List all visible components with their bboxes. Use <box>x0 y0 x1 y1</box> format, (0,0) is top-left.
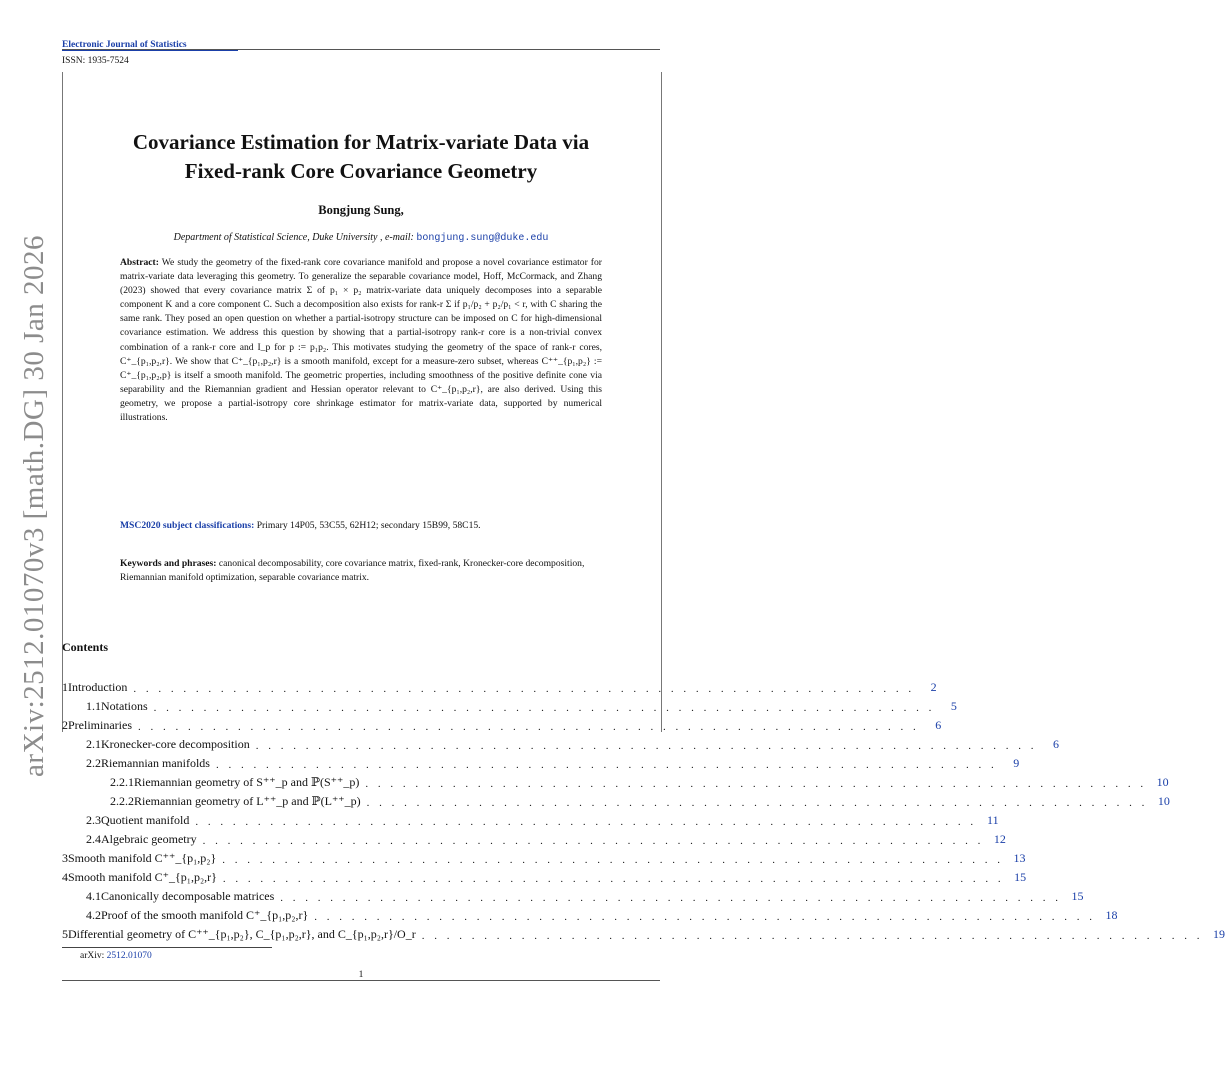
toc-page-link[interactable]: 9 <box>1013 756 1020 770</box>
toc-title: Kronecker-core decomposition <box>101 737 250 751</box>
toc-entry[interactable] <box>62 733 1059 752</box>
toc-entry[interactable] <box>62 790 1170 809</box>
arxiv-stamp: arXiv:2512.01070v3 [math.DG] 30 Jan 2026 <box>17 235 50 777</box>
toc-page-link[interactable]: 15 <box>1014 870 1027 884</box>
toc-leader: . . . . . . . . . . . . . . . . . . . . . . . . . . . . . . . . . . . . . . . . . . . . . . . . . . . . . . . . . . . . . . . <box>215 759 998 771</box>
toc-number: 2.3 <box>86 813 101 827</box>
email-link[interactable]: bongjung.sung@duke.edu <box>416 233 549 244</box>
header-rule <box>62 49 660 50</box>
toc-page-link[interactable]: 10 <box>1156 775 1169 789</box>
journal-underline <box>62 50 238 51</box>
toc-entry[interactable] <box>62 923 1225 942</box>
toc-title: Smooth manifold C⁺⁺_{p₁,p₂} <box>68 851 217 865</box>
toc-entry[interactable] <box>62 676 937 695</box>
toc-title: Smooth manifold C⁺_{p₁,p₂,r} <box>68 870 217 884</box>
abstract-text: We study the geometry of the fixed-rank core covariance manifold and propose a novel covariance estimator for matrix-variate data leveraging this geometry. To generalize the separable covariance model, Hoff, McCormack, and Zhang (2023) showed that every covariance matrix Σ of p₁ × p₂ matrix-variate data uniquely decomposes into a separable component K and a core component C. Such a decomposition also exists for rank-r Σ if p₁/p₂ + p₂/p₁ < r, with C sharing the same rank. They posed an open question on whether a partial-isotropy structure can be imposed on C for high-dimensional covariance estimation. We address this question by showing that a partial-isotropy rank-r core is a non-trivial convex combination of a rank-r core and I_p for p := p₁p₂. This motivates studying the geometry of the space of rank-r cores, C⁺_{p₁,p₂,r}. We show that C⁺_{p₁,p₂,r} is a smooth manifold, except for a measure-zero subset, whereas C⁺⁺_{p₁,p₂} := C⁺_{p₁,p₂,p} is itself a smooth manifold. The geometric properties, including smoothness of the positive definite cone via separability and the Riemannian gradient and Hessian operator relevant to C⁺_{p₁,p₂,r}, are also derived. Using this geometry, we propose a partial-isotropy core shrinkage estimator for matrix-variate data, supported by numerical illustrations. <box>120 257 602 424</box>
toc-leader: . . . . . . . . . . . . . . . . . . . . . . . . . . . . . . . . . . . . . . . . . . . . . . . . . . . . . . . . . . . . . . . <box>195 816 977 828</box>
toc-entry[interactable] <box>62 866 1027 885</box>
toc-page-link[interactable]: 6 <box>1052 737 1059 751</box>
toc-entry[interactable] <box>62 714 942 733</box>
toc-leader: . . . . . . . . . . . . . . . . . . . . . . . . . . . . . . . . . . . . . . . . . . . . . . . . . . . . . . . . . . . . . . . <box>366 797 1148 809</box>
toc-page-link[interactable]: 6 <box>935 718 942 732</box>
arxiv-id-link[interactable]: 2512.01070 <box>106 951 152 961</box>
toc-page-link[interactable]: 11 <box>987 813 999 827</box>
toc-page-link[interactable]: 5 <box>950 699 957 713</box>
toc-entry[interactable] <box>62 885 1084 904</box>
toc-leader: . . . . . . . . . . . . . . . . . . . . . . . . . . . . . . . . . . . . . . . . . . . . . . . . . . . . . . . . . . . . . . . <box>365 778 1147 790</box>
toc-leader: . . . . . . . . . . . . . . . . . . . . . . . . . . . . . . . . . . . . . . . . . . . . . . . . . . . . . . . . . . . . . . . <box>153 702 935 714</box>
toc-page-link[interactable]: 2 <box>930 680 937 694</box>
toc-leader: . . . . . . . . . . . . . . . . . . . . . . . . . . . . . . . . . . . . . . . . . . . . . . . . . . . . . . . . . . . . . . . <box>202 835 984 847</box>
page-number: 1 <box>358 970 364 980</box>
toc-title: Canonically decomposable matrices <box>101 889 275 903</box>
toc-title: Algebraic geometry <box>101 832 197 846</box>
issn: ISSN: 1935-7524 <box>62 56 129 66</box>
toc-number: 3 <box>62 851 68 865</box>
toc-number: 2.1 <box>86 737 101 751</box>
toc-entry[interactable] <box>62 847 1026 866</box>
journal-name-link[interactable]: Electronic Journal of Statistics <box>62 40 187 50</box>
footnote-prefix: arXiv: <box>80 951 105 961</box>
toc-number: 2.2.2 <box>110 794 134 808</box>
toc-title: Differential geometry of C⁺⁺_{p₁,p₂}, C_{p₁,p₂,r}, and C_{p₁,p₂,r}/O_r <box>68 927 416 941</box>
toc-entry[interactable] <box>62 828 1006 847</box>
toc-number: 4.1 <box>86 889 101 903</box>
toc-page-link[interactable]: 13 <box>1013 851 1026 865</box>
footnote-rule <box>62 947 272 948</box>
toc-number: 1 <box>62 680 68 694</box>
abstract-lead: Abstract: <box>120 257 159 268</box>
toc-page-link[interactable]: 19 <box>1212 927 1225 941</box>
toc-leader: . . . . . . . . . . . . . . . . . . . . . . . . . . . . . . . . . . . . . . . . . . . . . . . . . . . . . . . . . . . . . . . <box>137 721 920 733</box>
toc-number: 4 <box>62 870 68 884</box>
toc-number: 2.2.1 <box>110 775 134 789</box>
affiliation <box>62 232 660 244</box>
toc-page-link[interactable]: 18 <box>1105 908 1118 922</box>
toc-title: Preliminaries <box>68 718 132 732</box>
toc-leader: . . . . . . . . . . . . . . . . . . . . . . . . . . . . . . . . . . . . . . . . . . . . . . . . . . . . . . . . . . . . . . . <box>222 873 1005 885</box>
toc-number: 1.1 <box>86 699 101 713</box>
toc-title: Proof of the smooth manifold C⁺_{p₁,p₂,r} <box>101 908 309 922</box>
title-line-2: Fixed-rank Core Covariance Geometry <box>184 159 538 183</box>
toc-leader: . . . . . . . . . . . . . . . . . . . . . . . . . . . . . . . . . . . . . . . . . . . . . . . . . . . . . . . . . . . . . . . <box>222 854 1004 866</box>
title-line-1: Covariance Estimation for Matrix-variate Data via <box>132 130 590 154</box>
toc-title: Riemannian manifolds <box>101 756 210 770</box>
paper-title <box>62 128 660 186</box>
toc-title: Quotient manifold <box>101 813 190 827</box>
toc-number: 2.2 <box>86 756 101 770</box>
toc-leader: . . . . . . . . . . . . . . . . . . . . . . . . . . . . . . . . . . . . . . . . . . . . . . . . . . . . . . . . . . . . . . . <box>421 930 1203 942</box>
toc-entry[interactable] <box>62 695 957 714</box>
contents-heading: Contents <box>62 640 109 654</box>
msc-classifications <box>120 519 602 533</box>
toc-leader: . . . . . . . . . . . . . . . . . . . . . . . . . . . . . . . . . . . . . . . . . . . . . . . . . . . . . . . . . . . . . . . <box>255 740 1037 752</box>
msc-link[interactable]: MSC2020 subject classifications: <box>120 520 255 531</box>
toc-page-link[interactable]: 12 <box>993 832 1006 846</box>
toc-leader: . . . . . . . . . . . . . . . . . . . . . . . . . . . . . . . . . . . . . . . . . . . . . . . . . . . . . . . . . . . . . . . <box>314 911 1096 923</box>
footnote <box>80 951 152 961</box>
toc-title: Riemannian geometry of L⁺⁺_p and ℙ(L⁺⁺_p) <box>134 794 361 808</box>
toc-number: 5 <box>62 927 68 941</box>
keywords-lead: Keywords and phrases: <box>120 558 217 569</box>
toc-entry[interactable] <box>62 752 1020 771</box>
footer-rule <box>62 980 660 981</box>
toc-number: 2.4 <box>86 832 101 846</box>
affiliation-text: Department of Statistical Science, Duke University , e-mail: <box>173 232 414 243</box>
abstract <box>120 256 602 425</box>
toc-entry[interactable] <box>62 771 1169 790</box>
toc-title: Introduction <box>68 680 128 694</box>
toc-entry[interactable] <box>62 904 1118 923</box>
msc-text: Primary 14P05, 53C55, 62H12; secondary 15B99, 58C15. <box>256 520 481 531</box>
arxiv-sidebar <box>8 235 60 777</box>
toc-entry[interactable] <box>62 809 999 828</box>
toc-number: 2 <box>62 718 68 732</box>
toc-number: 4.2 <box>86 908 101 922</box>
toc-title: Notations <box>101 699 148 713</box>
author-name: Bongjung Sung, <box>318 203 404 217</box>
keywords <box>120 557 602 585</box>
toc-leader: . . . . . . . . . . . . . . . . . . . . . . . . . . . . . . . . . . . . . . . . . . . . . . . . . . . . . . . . . . . . . . . <box>280 892 1062 904</box>
toc-page-link[interactable]: 15 <box>1071 889 1084 903</box>
toc-page-link[interactable]: 10 <box>1157 794 1170 808</box>
keywords-text: canonical decomposability, core covariance matrix, fixed-rank, Kronecker-core decomposition, Riemannian manifold optimization, separable covariance matrix. <box>120 558 585 583</box>
toc-leader: . . . . . . . . . . . . . . . . . . . . . . . . . . . . . . . . . . . . . . . . . . . . . . . . . . . . . . . . . . . . . . . <box>133 683 915 695</box>
toc-title: Riemannian geometry of S⁺⁺_p and ℙ(S⁺⁺_p) <box>134 775 360 789</box>
